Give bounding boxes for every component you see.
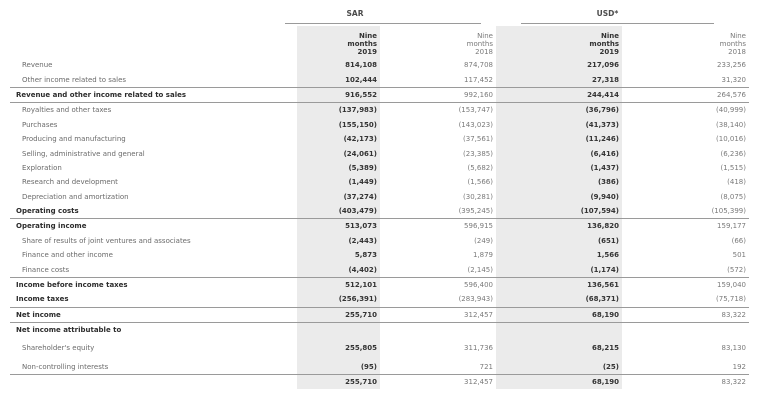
table-row bbox=[10, 248, 749, 262]
table-row bbox=[10, 72, 749, 87]
header-text: 2019 bbox=[599, 48, 619, 56]
sar-2018-cell: (5,682) bbox=[467, 163, 493, 172]
sar-2018-cell: 596,915 bbox=[380, 219, 496, 234]
sar-2019-cell: (256,391) bbox=[297, 292, 380, 307]
sar-2018-cell: 1,879 bbox=[472, 251, 493, 260]
currency-usd: USD* bbox=[596, 9, 619, 18]
sar-2018-cell: 311,736 bbox=[464, 344, 493, 353]
table-row bbox=[10, 337, 749, 359]
usd-2018-cell: 159,040 bbox=[622, 277, 749, 292]
usd-2019-cell: (41,373) bbox=[496, 118, 622, 132]
sar-2019-cell: 916,552 bbox=[297, 87, 380, 102]
usd-2018-cell bbox=[622, 323, 749, 338]
table-row bbox=[10, 374, 749, 389]
table-row bbox=[10, 307, 749, 322]
usd-2018-cell: 159,177 bbox=[622, 219, 749, 234]
usd-2018-cell: 83,322 bbox=[622, 307, 749, 322]
sar-2018-cell: (143,023) bbox=[458, 120, 493, 129]
sar-2019-cell: 255,710 bbox=[297, 374, 380, 389]
usd-2018-cell: (572) bbox=[727, 265, 746, 274]
sar-2019-cell: (155,150) bbox=[297, 118, 380, 132]
usd-2019-cell: 68,215 bbox=[496, 337, 622, 359]
row-label: Purchases bbox=[22, 120, 58, 129]
usd-2019-cell: (68,371) bbox=[496, 292, 622, 307]
row-label: Income before income taxes bbox=[10, 277, 297, 292]
row-label: Exploration bbox=[22, 163, 62, 172]
sar-2019-cell: 255,710 bbox=[297, 307, 380, 322]
sar-2019-cell: (42,173) bbox=[297, 132, 380, 146]
row-label: Net income bbox=[10, 307, 297, 322]
usd-2019-cell: 27,318 bbox=[496, 72, 622, 87]
header-text: Nine bbox=[477, 32, 493, 40]
header-text: months bbox=[347, 40, 377, 48]
sar-2018-cell bbox=[380, 323, 496, 338]
header-text: Nine bbox=[601, 32, 619, 40]
header-text: 2019 bbox=[357, 48, 377, 56]
row-label: Net income attributable to bbox=[10, 323, 297, 338]
sar-2019-cell: 255,805 bbox=[297, 337, 380, 359]
header-usd-2019 bbox=[496, 26, 622, 58]
usd-2019-cell: 68,190 bbox=[496, 307, 622, 322]
usd-2018-cell: (66) bbox=[731, 236, 746, 245]
usd-2019-cell: (1,437) bbox=[496, 161, 622, 175]
row-label: Depreciation and amortization bbox=[22, 192, 129, 201]
usd-2019-cell: 217,096 bbox=[496, 58, 622, 72]
usd-2019-cell: (1,174) bbox=[496, 262, 622, 277]
header-text: 2018 bbox=[475, 48, 493, 56]
usd-2018-cell: (418) bbox=[727, 178, 746, 187]
header-text: Nine bbox=[359, 32, 377, 40]
table-row bbox=[10, 175, 749, 189]
row-label: Selling, administrative and general bbox=[22, 149, 145, 158]
usd-2018-cell: 31,320 bbox=[721, 75, 746, 84]
usd-2018-cell: 83,130 bbox=[721, 344, 746, 353]
usd-2018-cell: (38,140) bbox=[716, 120, 746, 129]
usd-2019-cell: 244,414 bbox=[496, 87, 622, 102]
sar-2019-cell: (1,449) bbox=[297, 175, 380, 189]
row-label: Producing and manufacturing bbox=[22, 135, 126, 144]
usd-2018-cell: (6,236) bbox=[720, 149, 746, 158]
sar-2019-cell: (137,983) bbox=[297, 103, 380, 118]
usd-2018-cell: 83,322 bbox=[622, 374, 749, 389]
row-label bbox=[10, 374, 297, 389]
sar-2018-cell: 992,160 bbox=[380, 87, 496, 102]
header-label-cell bbox=[10, 26, 297, 58]
usd-2019-cell: 136,561 bbox=[496, 277, 622, 292]
income-statement-table bbox=[10, 26, 749, 389]
table-row bbox=[10, 277, 749, 292]
row-label: Share of results of joint ventures and associates bbox=[22, 236, 191, 245]
table-row bbox=[10, 87, 749, 102]
header-text: months bbox=[589, 40, 619, 48]
table-row bbox=[10, 219, 749, 234]
table-row bbox=[10, 58, 749, 72]
row-label: Revenue and other income related to sales bbox=[10, 87, 297, 102]
usd-2019-cell: (36,796) bbox=[496, 103, 622, 118]
row-label: Revenue bbox=[22, 61, 53, 70]
usd-2019-cell bbox=[496, 323, 622, 338]
sar-2018-cell: (2,145) bbox=[467, 265, 493, 274]
usd-2018-cell: 264,576 bbox=[622, 87, 749, 102]
header-text: months bbox=[719, 40, 746, 48]
usd-divider bbox=[521, 23, 714, 24]
row-label: Finance costs bbox=[22, 265, 70, 274]
usd-2019-cell: (6,416) bbox=[496, 146, 622, 160]
header-text: Nine bbox=[730, 32, 746, 40]
usd-2019-cell: 1,566 bbox=[496, 248, 622, 262]
sar-2019-cell: (37,274) bbox=[297, 190, 380, 204]
usd-2019-cell: (651) bbox=[496, 234, 622, 248]
sar-2018-cell: 312,457 bbox=[380, 307, 496, 322]
table-row bbox=[10, 323, 749, 338]
usd-2018-cell: (105,399) bbox=[711, 207, 746, 216]
row-label: Finance and other income bbox=[22, 251, 113, 260]
table-row bbox=[10, 132, 749, 146]
sar-2019-cell: 102,444 bbox=[297, 72, 380, 87]
table-row bbox=[10, 262, 749, 277]
table-row bbox=[10, 204, 749, 219]
header-usd-2018 bbox=[622, 26, 749, 58]
sar-2019-cell: (5,389) bbox=[297, 161, 380, 175]
currency-header-row bbox=[0, 9, 762, 23]
sar-2018-cell: 117,452 bbox=[464, 75, 493, 84]
sar-2019-cell: 5,873 bbox=[297, 248, 380, 262]
row-label: Non-controlling interests bbox=[22, 362, 109, 371]
row-label: Income taxes bbox=[16, 295, 69, 304]
table-row bbox=[10, 190, 749, 204]
sar-2018-cell: (37,561) bbox=[463, 135, 493, 144]
usd-2019-cell: 68,190 bbox=[496, 374, 622, 389]
table-row bbox=[10, 118, 749, 132]
usd-2019-cell: 136,820 bbox=[496, 219, 622, 234]
usd-2018-cell: (10,016) bbox=[716, 135, 746, 144]
sar-2018-cell: (1,566) bbox=[467, 178, 493, 187]
header-sar-2019 bbox=[297, 26, 380, 58]
usd-2019-cell: (9,940) bbox=[496, 190, 622, 204]
sar-2019-cell: (95) bbox=[297, 359, 380, 374]
row-label: Other income related to sales bbox=[22, 75, 127, 84]
table-row bbox=[10, 234, 749, 248]
sar-2019-cell: (4,402) bbox=[297, 262, 380, 277]
table-row bbox=[10, 146, 749, 160]
sar-2018-cell: (283,943) bbox=[458, 295, 493, 304]
usd-2018-cell: (8,075) bbox=[720, 192, 746, 201]
sar-2018-cell: (30,281) bbox=[463, 192, 493, 201]
sar-2019-cell: (2,443) bbox=[297, 234, 380, 248]
sar-2019-cell: (24,061) bbox=[297, 146, 380, 160]
table-row bbox=[10, 292, 749, 307]
currency-sar: SAR bbox=[346, 9, 364, 18]
sar-2018-cell: (249) bbox=[474, 236, 493, 245]
column-header-row bbox=[10, 26, 749, 58]
table-row bbox=[10, 161, 749, 175]
sar-divider bbox=[285, 23, 481, 24]
header-sar-2018 bbox=[380, 26, 496, 58]
table-row bbox=[10, 103, 749, 118]
row-label: Research and development bbox=[22, 178, 118, 187]
sar-2019-cell: (403,479) bbox=[297, 204, 380, 219]
sar-2018-cell: 312,457 bbox=[380, 374, 496, 389]
usd-2018-cell: 501 bbox=[732, 251, 746, 260]
usd-2019-cell: (107,594) bbox=[496, 204, 622, 219]
header-text: 2018 bbox=[728, 48, 746, 56]
sar-2018-cell: 596,400 bbox=[380, 277, 496, 292]
usd-2019-cell: (11,246) bbox=[496, 132, 622, 146]
usd-2018-cell: 192 bbox=[732, 362, 746, 371]
usd-2018-cell: (40,999) bbox=[622, 103, 749, 118]
usd-2019-cell: (386) bbox=[496, 175, 622, 189]
sar-2018-cell: 874,708 bbox=[464, 61, 493, 70]
row-label: Operating income bbox=[10, 219, 297, 234]
sar-2019-cell bbox=[297, 323, 380, 338]
sar-2018-cell: (23,385) bbox=[463, 149, 493, 158]
usd-2018-cell: (1,515) bbox=[720, 163, 746, 172]
row-label: Royalties and other taxes bbox=[10, 103, 297, 118]
sar-2018-cell: (153,747) bbox=[380, 103, 496, 118]
sar-2019-cell: 513,073 bbox=[297, 219, 380, 234]
sar-2019-cell: 512,101 bbox=[297, 277, 380, 292]
row-label: Shareholder's equity bbox=[22, 344, 95, 353]
usd-2019-cell: (25) bbox=[496, 359, 622, 374]
sar-2018-cell: 721 bbox=[479, 362, 493, 371]
sar-2018-cell: (395,245) bbox=[458, 207, 493, 216]
usd-2018-cell: (75,718) bbox=[716, 295, 746, 304]
table-row bbox=[10, 359, 749, 374]
row-label: Operating costs bbox=[16, 207, 79, 216]
header-text: months bbox=[466, 40, 493, 48]
sar-2019-cell: 814,108 bbox=[297, 58, 380, 72]
usd-2018-cell: 233,256 bbox=[717, 61, 746, 70]
